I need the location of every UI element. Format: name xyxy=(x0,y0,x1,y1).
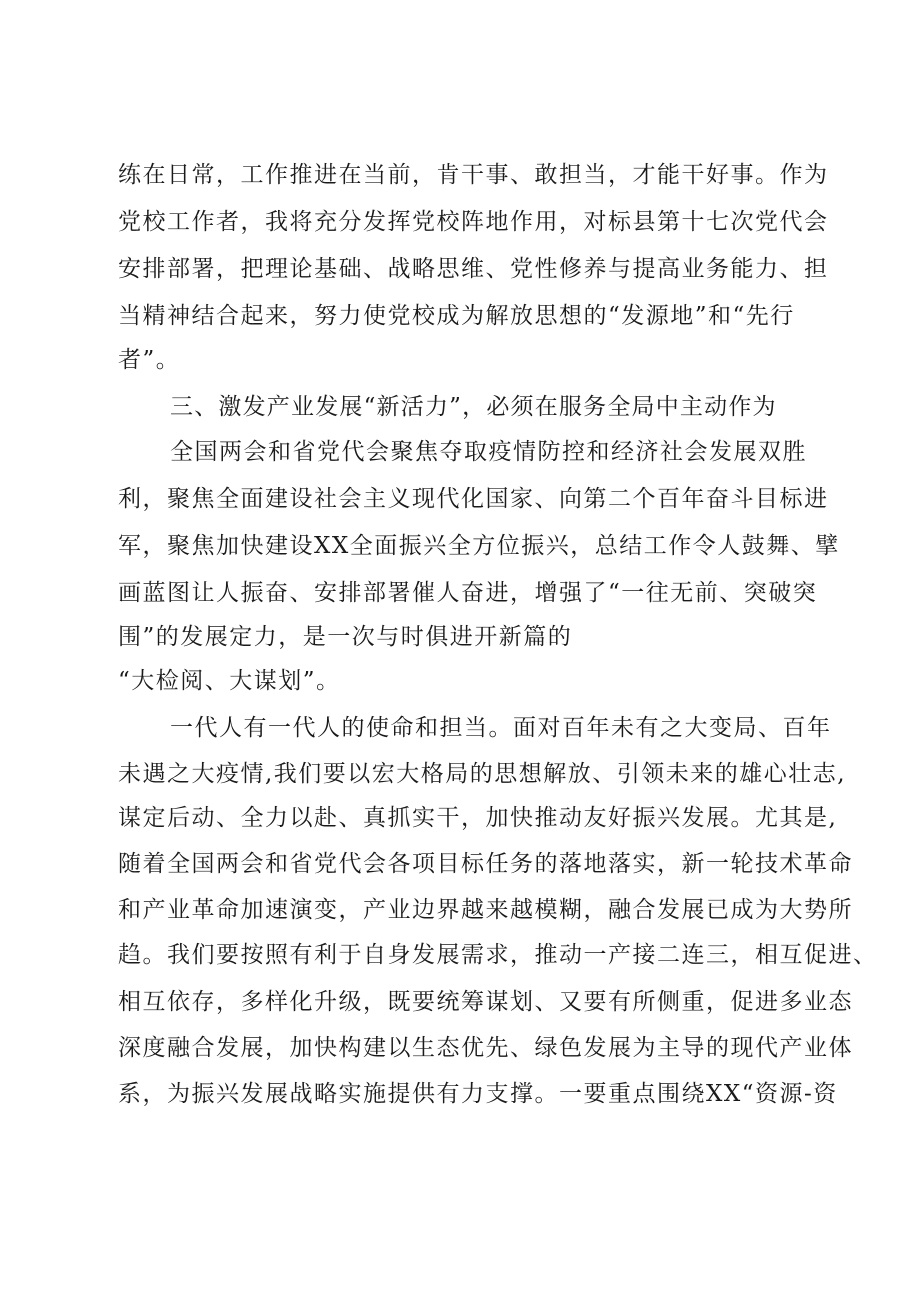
paragraph-line: 相互依存，多样化升级，既要统筹谋划、又要有所侧重，促进多业态 xyxy=(118,989,853,1015)
paragraph-line: 画蓝图让人振奋、安排部署催人奋进，增强了“一往无前、突破突 xyxy=(118,580,818,606)
paragraph-line: 谋定后动、全力以赴、真抓实干，加快推动友好振兴发展。尤其是, xyxy=(118,805,838,831)
paragraph-line: 军，聚焦加快建设XX全面振兴全方位振兴，总结工作令人鼓舞、擘 xyxy=(118,533,840,559)
paragraph-line: 围”的发展定力，是一次与时俱进开新篇的 xyxy=(118,624,573,650)
paragraph-line: 当精神结合起来，努力使党校成为解放思想的“发源地”和“先行 xyxy=(118,303,795,329)
paragraph-line: 利，聚焦全面建设社会主义现代化国家、向第二个百年奋斗目标进 xyxy=(118,486,829,512)
paragraph-line: 者”。 xyxy=(118,347,181,373)
section-heading: 三、激发产业发展“新活力”，必须在服务全局中主动作为 xyxy=(170,394,777,420)
paragraph-line: 系，为振兴发展战略实施提供有力支撑。一要重点围绕XX“资源-资 xyxy=(118,1081,838,1107)
paragraph-line: 趋。我们要按照有利于自身发展需求，推动一产接二连三，相互促进、 xyxy=(118,942,878,968)
paragraph-line: 安排部署，把理论基础、战略思维、党性修养与提高业务能力、担 xyxy=(118,256,829,282)
paragraph-line: 未遇之大疫情,我们要以宏大格局的思想解放、引领未来的雄心壮志, xyxy=(118,761,847,787)
paragraph-line: “大检阅、大谋划”。 xyxy=(118,668,341,694)
paragraph-line: 一代人有一代人的使命和担当。面对百年未有之大变局、百年 xyxy=(170,715,832,741)
paragraph-line: 练在日常，工作推进在当前，肯干事、敢担当，才能干好事。作为 xyxy=(118,162,829,188)
paragraph-line: 随着全国两会和省党代会各项目标任务的落地落实，新一轮技术革命 xyxy=(118,851,853,877)
paragraph-line: 党校工作者，我将充分发挥党校阵地作用，对标县第十七次党代会 xyxy=(118,209,829,235)
paragraph-line: 全国两会和省党代会聚焦夺取疫情防控和经济社会发展双胜 xyxy=(170,439,807,465)
paragraph-line: 深度融合发展，加快构建以生态优先、绿色发展为主导的现代产业体 xyxy=(118,1035,853,1061)
paragraph-line: 和产业革命加速演变，产业边界越来越模糊，融合发展已成为大势所 xyxy=(118,897,853,923)
